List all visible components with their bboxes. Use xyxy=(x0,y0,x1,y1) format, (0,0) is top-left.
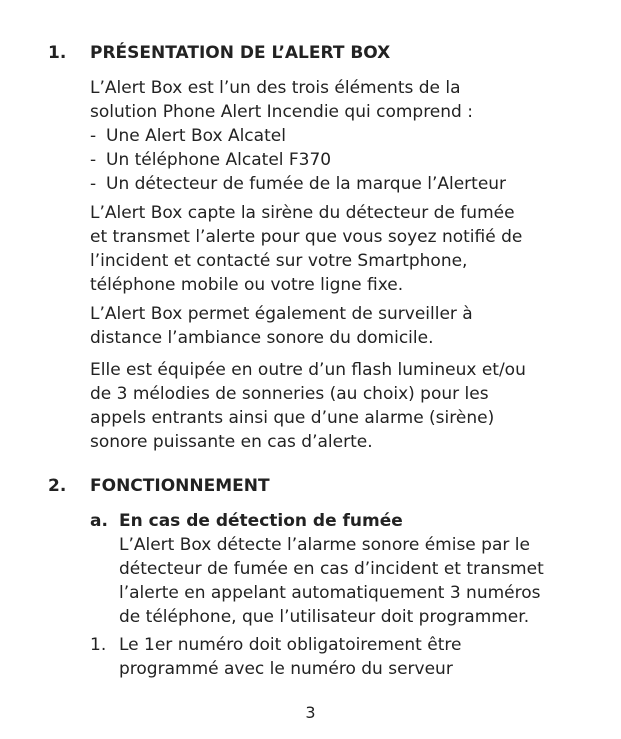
paragraph-line: l’incident et contacté sur votre Smartphone, xyxy=(90,251,468,271)
numbered-item-1 xyxy=(119,633,599,681)
section-1-paragraph-4 xyxy=(90,358,590,454)
subsection-a-title: En cas de détection de fumée xyxy=(119,511,403,531)
bullet-item xyxy=(90,172,590,196)
paragraph-line: détecteur de fumée en cas d’incident et transmet xyxy=(119,559,544,579)
bullet-item xyxy=(90,124,590,148)
section-1-paragraph-2 xyxy=(90,201,590,297)
paragraph-line: et transmet l’alerte pour que vous soyez notifié de xyxy=(90,227,523,247)
section-2-number: 2. xyxy=(48,476,67,496)
section-1-number: 1. xyxy=(48,43,67,63)
paragraph-line: téléphone mobile ou votre ligne fixe. xyxy=(90,275,404,295)
paragraph-line: L’Alert Box détecte l’alarme sonore émise par le xyxy=(119,535,530,555)
section-1-paragraph-3 xyxy=(90,302,590,350)
intro-line: solution Phone Alert Incendie qui comprend : xyxy=(90,102,473,122)
numbered-item-label: 1. xyxy=(90,635,107,655)
section-1-title: PRÉSENTATION DE L’ALERT BOX xyxy=(90,43,391,63)
bullet-marker: - xyxy=(90,126,97,146)
subsection-a xyxy=(119,509,599,629)
page-number: 3 xyxy=(305,703,316,722)
bullet-text: Un téléphone Alcatel F370 xyxy=(106,150,332,170)
paragraph-line: appels entrants ainsi que d’une alarme (sirène) xyxy=(90,408,495,428)
bullet-marker: - xyxy=(90,150,97,170)
paragraph-line: sonore puissante en cas d’alerte. xyxy=(90,432,373,452)
intro-line: L’Alert Box est l’un des trois éléments de la xyxy=(90,78,461,98)
paragraph-line: L’Alert Box permet également de surveiller à xyxy=(90,304,473,324)
paragraph-line: Elle est équipée en outre d’un flash lumineux et/ou xyxy=(90,360,526,380)
subsection-a-label: a. xyxy=(90,511,108,531)
paragraph-line: programmé avec le numéro du serveur xyxy=(119,659,453,679)
paragraph-line: distance l’ambiance sonore du domicile. xyxy=(90,328,434,348)
paragraph-line: L’Alert Box capte la sirène du détecteur de fumée xyxy=(90,203,515,223)
paragraph-line: Le 1er numéro doit obligatoirement être xyxy=(119,635,462,655)
section-1-intro xyxy=(90,76,590,196)
paragraph-line: de 3 mélodies de sonneries (au choix) pour les xyxy=(90,384,489,404)
bullet-text: Un détecteur de fumée de la marque l’Alerteur xyxy=(106,174,507,194)
section-2-title: FONCTIONNEMENT xyxy=(90,476,270,496)
bullet-item xyxy=(90,148,590,172)
paragraph-line: de téléphone, que l’utilisateur doit programmer. xyxy=(119,607,530,627)
bullet-text: Une Alert Box Alcatel xyxy=(106,126,286,146)
bullet-marker: - xyxy=(90,174,97,194)
paragraph-line: l’alerte en appelant automatiquement 3 numéros xyxy=(119,583,541,603)
